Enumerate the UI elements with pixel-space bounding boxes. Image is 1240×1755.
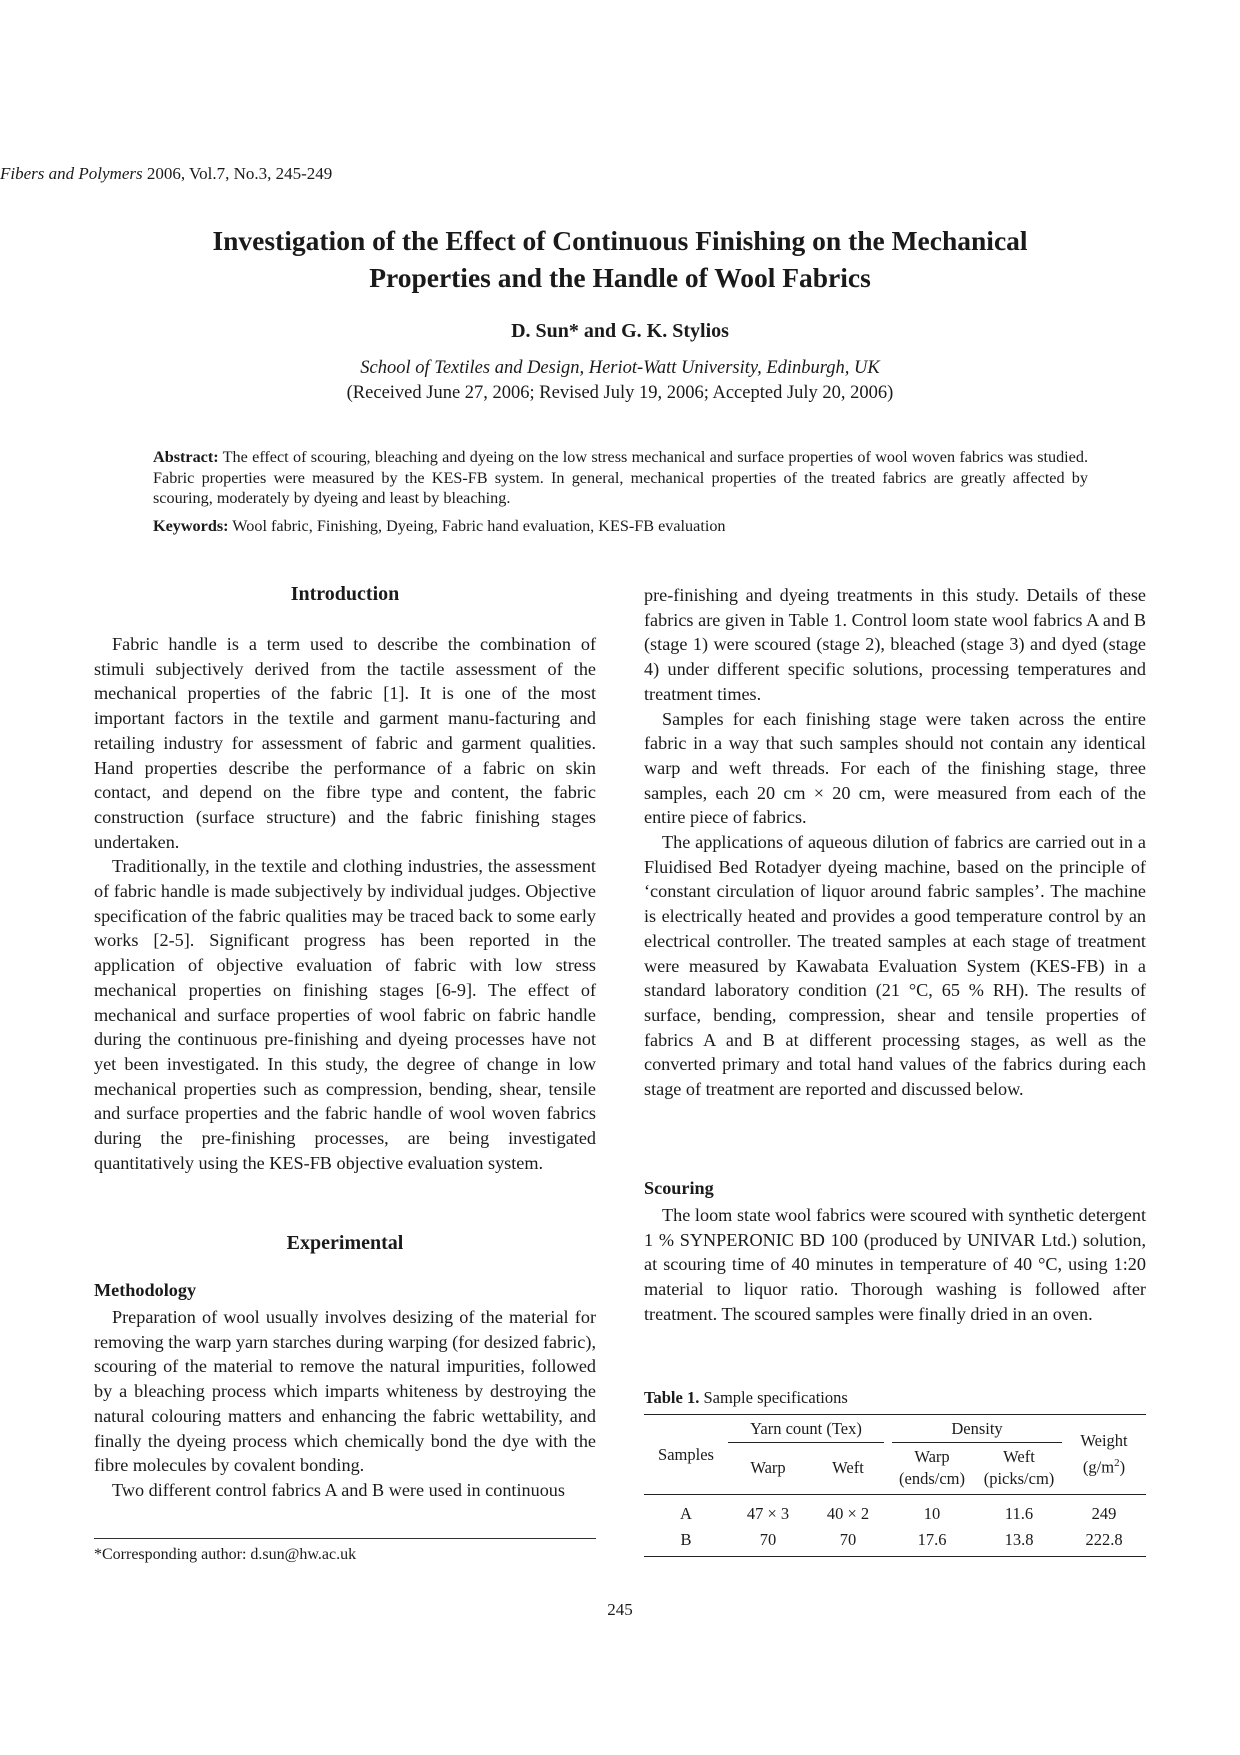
citation-details: 2006, Vol.7, No.3, 245-249 xyxy=(142,164,333,183)
header-weight xyxy=(1062,1415,1146,1495)
page-number: 245 xyxy=(607,1600,633,1619)
keywords-text: Wool fabric, Finishing, Dyeing, Fabric hand evaluation, KES-FB evaluation xyxy=(228,517,726,535)
table-cell: A xyxy=(644,1495,728,1526)
header-yarn-warp: Warp xyxy=(750,1458,786,1477)
samples-paragraph: Samples for each finishing stage were taken across the entire fabric in a way that such samples should not contain any identical warp and weft threads. For each of the finishing stage, three samples, each 20 cm × 20 cm, were measured from each of the entire piece of fabrics. xyxy=(644,708,1146,828)
header-density-warp-text: Warp xyxy=(914,1447,950,1466)
table-cell: 70 xyxy=(728,1525,808,1557)
footnote-rule xyxy=(94,1538,596,1539)
header-yarn-weft: Weft xyxy=(832,1458,864,1477)
header-weight-superscript: 2 xyxy=(1114,1457,1120,1470)
table-row xyxy=(644,1525,1146,1557)
right-column-body xyxy=(644,583,1146,1102)
footnote: *Corresponding author: d.sun@hw.ac.uk xyxy=(94,1546,357,1563)
table-cell: 10 xyxy=(888,1495,976,1526)
abstract-text: The effect of scouring, bleaching and dyeing on the low stress mechanical and surface properties of wool woven fabrics was studied. Fabric properties were measured by the KES-FB system. In general, mechanical properties of the treated fabrics are greatly affected by scouring, moderately by dyeing and least by bleaching. xyxy=(153,448,1088,507)
table-cell: 13.8 xyxy=(976,1525,1062,1557)
header-density-warp-unit: (ends/cm) xyxy=(899,1469,965,1488)
experimental-heading: Experimental xyxy=(286,1232,404,1254)
title-line-1: Investigation of the Effect of Continuous Finishing on the Mechanical xyxy=(212,225,1028,256)
header-density-weft-unit: (picks/cm) xyxy=(983,1469,1055,1488)
sample-specifications-table xyxy=(644,1414,1146,1557)
table-cell: 249 xyxy=(1062,1495,1146,1526)
header-yarn-count-text: Yarn count (Tex) xyxy=(728,1418,884,1443)
table-cell: 11.6 xyxy=(976,1495,1062,1526)
table-cell: 17.6 xyxy=(888,1525,976,1557)
scouring-paragraph: The loom state wool fabrics were scoured with synthetic detergent 1 % SYNPERONIC BD 100 (produced by UNIVAR Ltd.) solution, at scouring time of 40 minutes in temperature of 40 °C, using 1:20 material to liquor ratio. Thorough washing is followed after treatment. The scoured samples were finally dried in an oven. xyxy=(644,1205,1146,1324)
intro-paragraph-2: Traditionally, in the textile and clothing industries, the assessment of fabric handle is made subjectively by individual judges. Objective specification of the fabric qualities may be traced back to some early works [2-5]. Significant progress has been reported in the application of objective evaluation of fabric with low stress mechanical properties on finishing stages [6-9]. The effect of mechanical and surface properties of wool fabric on fabric handle during the continuous pre-finishing and dyeing processes have not yet been investigated. In this study, the degree of change in low mechanical properties such as compression, bending, shear, tensile and surface properties and the fabric handle of wool woven fabrics during the pre-finishing processes, are being investigated quantitatively using the KES-FB objective evaluation system. xyxy=(94,856,596,1173)
journal-name: Fibers and Polymers xyxy=(0,164,143,183)
introduction-body xyxy=(94,632,596,1175)
scouring-body xyxy=(644,1203,1146,1327)
header-yarn-count xyxy=(728,1415,888,1444)
header-density-text: Density xyxy=(892,1418,1062,1443)
apparatus-paragraph: The applications of aqueous dilution of fabrics are carried out in a Fluidised Bed Rotadyer dyeing machine, based on the principle of ‘constant circulation of liquor around fabric samples’. The machine is electrically heated and provides a good temperature control by an electrical controller. The treated samples at each stage of treatment were measured by Kawabata Evaluation System (KES-FB) in a standard laboratory condition (21 °C, 65 % RH). The results of surface, bending, compression, shear and tensile properties of fabrics A and B at different processing stages, as well as the converted primary and total hand values of the fabrics during each stage of treatment are reported and discussed below. xyxy=(644,832,1146,1100)
header-samples: Samples xyxy=(644,1415,728,1495)
table-caption-text: Sample specifications xyxy=(699,1388,848,1407)
table-cell: 40 × 2 xyxy=(808,1495,888,1526)
table-row xyxy=(644,1495,1146,1526)
authors: D. Sun* and G. K. Stylios xyxy=(511,320,729,342)
header-weight-unit: (g/m xyxy=(1082,1457,1115,1477)
table-caption-label: Table 1. xyxy=(644,1388,700,1407)
scouring-heading: Scouring xyxy=(644,1178,714,1198)
continued-paragraph: pre-finishing and dyeing treatments in this study. Details of these fabrics are given in Table 1. Control loom state wool fabrics A and B (stage 1) were scoured (stage 2), bleached (stage 3) and dyed (stage 4) under different specific solutions, processing temperatures and treatment times. xyxy=(644,585,1146,704)
header-density-weft-text: Weft xyxy=(1003,1447,1035,1466)
intro-paragraph-1: Fabric handle is a term used to describe the combination of stimuli subjectively derived from the tactile assessment of the mechanical properties of the fabric [1]. It is one of the most important factors in the textile and garment manu-facturing and retailing industry for assessment of fabric and garment qualities. Hand properties describe the performance of a fabric on skin contact, and depend on the fibre type and content, the fabric construction (surface structure) and the fabric finishing stages undertaken. xyxy=(94,634,596,852)
journal-citation xyxy=(0,164,1240,184)
header-density-warp xyxy=(888,1443,976,1495)
table-cell: 47 × 3 xyxy=(728,1495,808,1526)
table-cell: 222.8 xyxy=(1062,1525,1146,1557)
abstract-label: Abstract: xyxy=(153,448,219,466)
keywords-label: Keywords: xyxy=(153,517,229,535)
methodology-body xyxy=(94,1305,596,1503)
table-caption xyxy=(644,1388,848,1408)
introduction-heading: Introduction xyxy=(290,583,400,605)
paper-title xyxy=(100,222,1140,296)
affiliation: School of Textiles and Design, Heriot-Watt University, Edinburgh, UK xyxy=(360,358,880,378)
methodology-paragraph-2: Two different control fabrics A and B were used in continuous xyxy=(112,1479,565,1500)
methodology-paragraph-1: Preparation of wool usually involves desizing of the material for removing the warp yarn starches during warping (for desized fabric), scouring of the material to remove the natural impurities, followed by a bleaching process which imparts whiteness by destroying the natural colouring matters and enhancing the fabric wettability, and finally the dyeing process which chemically bond the dye with the fibre molecules by covalent bonding. xyxy=(94,1307,596,1476)
header-density xyxy=(888,1415,1062,1444)
methodology-heading: Methodology xyxy=(94,1280,197,1300)
header-density-weft xyxy=(976,1443,1062,1495)
keywords xyxy=(153,517,1088,536)
table-cell: B xyxy=(644,1525,728,1557)
table-cell: 70 xyxy=(808,1525,888,1557)
received-dates: (Received June 27, 2006; Revised July 19, 2006; Accepted July 20, 2006) xyxy=(346,383,894,403)
header-weight-close: ) xyxy=(1119,1457,1126,1477)
header-weight-text: Weight xyxy=(1080,1431,1128,1451)
abstract xyxy=(153,447,1088,509)
title-line-2: Properties and the Handle of Wool Fabrics xyxy=(369,262,871,293)
